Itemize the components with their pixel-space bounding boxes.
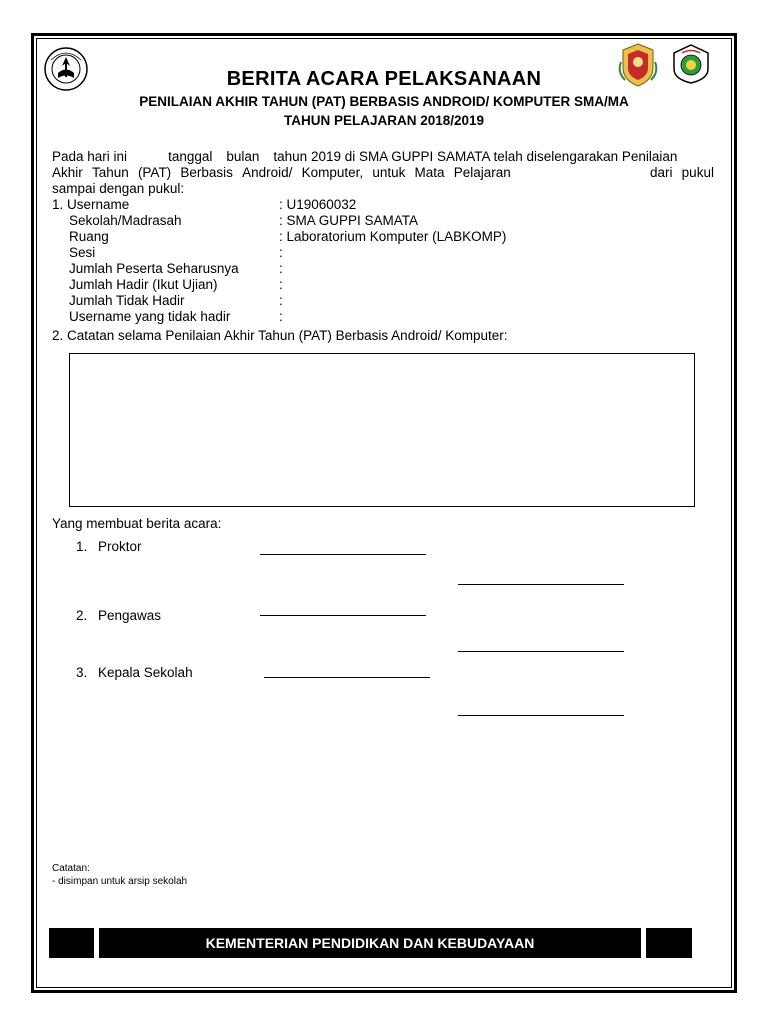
intro-word: dari bbox=[649, 165, 673, 180]
intro-word: pukul bbox=[681, 165, 714, 180]
intro-word: Berbasis bbox=[180, 165, 233, 180]
field-value: : SMA GUPPI SAMATA bbox=[279, 213, 419, 228]
field-school bbox=[69, 213, 569, 229]
footer-banner: KEMENTERIAN PENDIDIKAN DAN KEBUDAYAAN bbox=[99, 928, 641, 958]
signature-role-kepala-sekolah: Kepala Sekolah bbox=[98, 665, 193, 680]
notes-heading: 2. Catatan selama Penilaian Akhir Tahun (PAT) Berbasis Android/ Komputer: bbox=[52, 328, 508, 343]
field-value: : Laboratorium Komputer (LABKOMP) bbox=[279, 229, 507, 244]
remarks-item: - disimpan untuk arsip sekolah bbox=[52, 876, 188, 887]
field-label: Ruang bbox=[69, 229, 109, 244]
signature-number: 3. bbox=[76, 665, 88, 680]
intro-word: Akhir bbox=[52, 165, 83, 180]
field-label: Username yang tidak hadir bbox=[69, 309, 231, 324]
intro-text: sampai dengan pukul: bbox=[52, 181, 185, 196]
intro-word: Komputer, bbox=[301, 165, 364, 180]
footer-right-block bbox=[646, 928, 692, 958]
field-absent bbox=[69, 293, 569, 309]
intro-text: tanggal bbox=[168, 149, 213, 164]
field-room bbox=[69, 229, 569, 245]
field-value: : bbox=[279, 277, 283, 292]
field-label: Jumlah Hadir (Ikut Ujian) bbox=[69, 277, 218, 292]
signature-line-kepala-sekolah-name bbox=[264, 677, 430, 678]
signature-line-kepala-sekolah-sign bbox=[458, 715, 624, 716]
field-value: : bbox=[279, 309, 283, 324]
intro-text: bulan bbox=[226, 149, 260, 164]
intro-line-1 bbox=[52, 149, 714, 165]
field-label: Sesi bbox=[69, 245, 96, 260]
field-absent-usernames bbox=[69, 309, 569, 325]
intro-word: Android/ bbox=[242, 165, 293, 180]
signature-line-pengawas-name bbox=[260, 615, 426, 616]
notes-box[interactable] bbox=[69, 353, 695, 507]
signature-line-pengawas-sign bbox=[458, 651, 624, 652]
signature-number: 2. bbox=[76, 608, 88, 623]
signature-role-proktor: Proktor bbox=[98, 539, 142, 554]
field-username bbox=[52, 197, 552, 213]
document-subtitle-line1: PENILAIAN AKHIR TAHUN (PAT) BERBASIS ANDROID/ KOMPUTER SMA/MA bbox=[139, 94, 629, 109]
document-subtitle-line2: TAHUN PELAJARAN 2018/2019 bbox=[283, 113, 485, 128]
signature-number: 1. bbox=[76, 539, 88, 554]
field-label: Jumlah Tidak Hadir bbox=[69, 293, 185, 308]
intro-text: Pada hari ini bbox=[52, 149, 128, 164]
signature-line-proktor-sign bbox=[458, 584, 624, 585]
field-value: : bbox=[279, 293, 283, 308]
intro-paragraph bbox=[52, 149, 714, 197]
field-session bbox=[69, 245, 569, 261]
field-value: : U19060032 bbox=[279, 197, 357, 212]
signature-role-pengawas: Pengawas bbox=[98, 608, 162, 623]
remarks-label: Catatan: bbox=[52, 863, 90, 874]
intro-word: Mata bbox=[414, 165, 445, 180]
field-label: Jumlah Peserta Seharusnya bbox=[69, 261, 239, 276]
field-value: : bbox=[279, 261, 283, 276]
field-expected-participants bbox=[69, 261, 569, 277]
intro-word: Tahun bbox=[91, 165, 129, 180]
intro-line-3 bbox=[52, 181, 714, 197]
document-title: BERITA ACARA PELAKSANAAN bbox=[226, 68, 542, 90]
field-value: : bbox=[279, 245, 283, 260]
field-label: 1. Username bbox=[52, 197, 130, 212]
footer-left-block bbox=[49, 928, 94, 958]
signature-line-proktor-name bbox=[260, 554, 426, 555]
signature-heading: Yang membuat berita acara: bbox=[52, 516, 222, 531]
intro-line-2 bbox=[52, 165, 714, 181]
intro-text: tahun 2019 di SMA GUPPI SAMATA telah diselengarakan Penilaian bbox=[273, 149, 678, 164]
intro-word: Pelajaran bbox=[453, 165, 511, 180]
intro-word: (PAT) bbox=[137, 165, 172, 180]
field-present bbox=[69, 277, 569, 293]
intro-word: untuk bbox=[372, 165, 406, 180]
field-label: Sekolah/Madrasah bbox=[69, 213, 182, 228]
